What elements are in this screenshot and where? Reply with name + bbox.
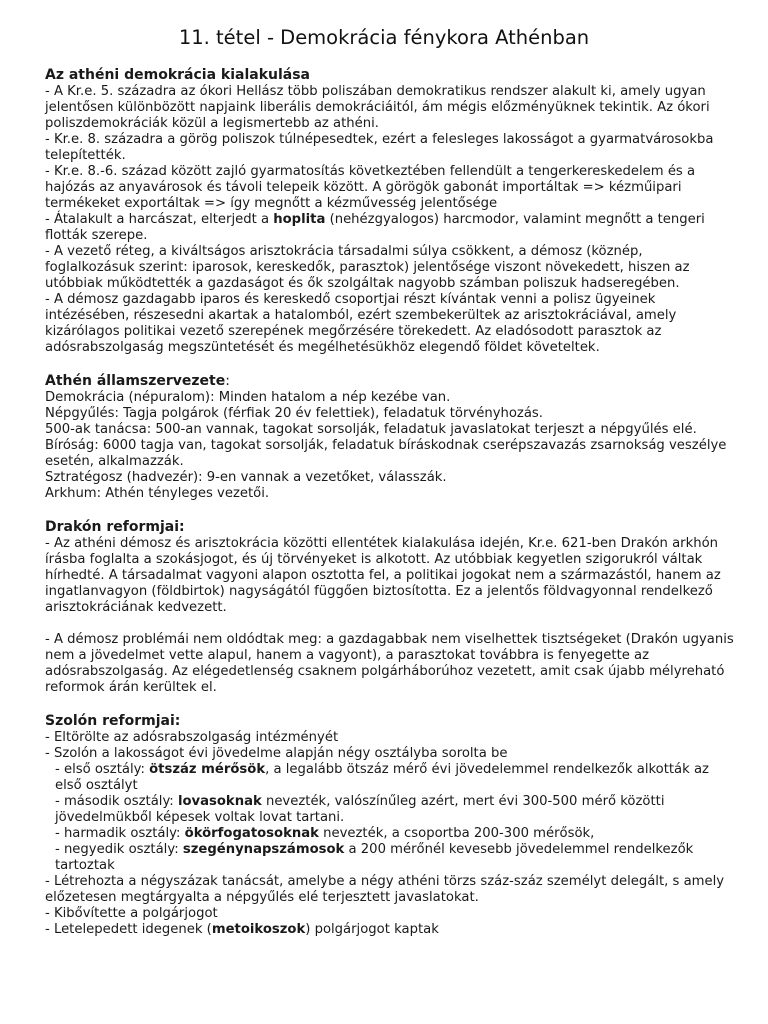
paragraph: - Az athéni démosz és arisztokrácia közötti ellentétek kialakulása idején, Kr.e. 621-ben Drakón arkhón írásba foglalta a szokásjogot, és új törvényeket is alkotott. Az utóbbiak kegyetlen szigorukról váltak hírhedté. A társadalmat vagyoni alapon osztotta fel, a politikai jogokat nem a származástól, hanem az ingatlanvagyon (földbirtok) nagyságától függően biztosította. Ez a jelentős földvagyonnal rendelkező arisztokráciának kedvezett. xyxy=(45,536,721,615)
paragraph: - A Kr.e. 5. századra az ókori Hellász több poliszában demokratikus rendszer alakult ki, amely ugyan jelentősen különbözött napjaink liberális demokráciáitól, ám mégis előzményüknek tekintik. Az ókori poliszdemokráciák közül a legismertebb az athéni. xyxy=(45,84,710,131)
list-item: Sztratégosz (hadvezér): 9-en vannak a vezetőket, válasszák. xyxy=(45,470,447,485)
section-heading-drakon-reforms: Drakón reformjai: xyxy=(45,519,185,535)
class-item: - második osztály: lovasoknak nevezték, valószínűleg azért, mert évi 300-500 mérő közötti jövedelmükből képesek voltak lovat tartani. xyxy=(55,794,665,825)
text-run: (nehézgyalogos) harcmodor, valamint megnőtt a tengeri flották szerepe. xyxy=(45,212,705,243)
section-heading-state-organization: Athén államszervezete: xyxy=(45,373,230,389)
document-body xyxy=(45,67,735,938)
list-item: Arkhum: Athén tényleges vezetői. xyxy=(45,486,270,501)
list-item: - Létrehozta a négyszázak tanácsát, amelybe a négy athéni törzs száz-száz személyt delegált, s amely előzetesen megtárgyalta a népgyűlés elé terjesztett javaslatokat. xyxy=(45,874,725,905)
class-item: - negyedik osztály: szegénynapszámosok a 200 mérőnél kevesebb jövedelemmel rendelkezők tartoztak xyxy=(55,842,694,873)
paragraph: - Kr.e. 8. századra a görög poliszok túlnépesedtek, ezért a felesleges lakosságot a gyarmatvárosokba telepítették. xyxy=(45,132,714,163)
list-item: Népgyűlés: Tagja polgárok (férfiak 20 év felettiek), feladatuk törvényhozás. xyxy=(45,406,543,421)
section-heading-solon-reforms: Szolón reformjai: xyxy=(45,713,181,729)
spacer xyxy=(45,616,735,632)
term-okorfogatosok: ökörfogatosoknak xyxy=(184,826,319,841)
paragraph: - Kr.e. 8.-6. század között zajló gyarmatosítás következtében fellendült a tengerkereskedelem és a hajózás az anyavárosok és távoli telepeik között. A görögök gabonát importáltak => kézműipari termékeket exportáltak => így megnőtt a kézművesség jelentősége xyxy=(45,164,696,211)
page-title: 11. tétel - Demokrácia fénykora Athénban xyxy=(178,26,590,49)
paragraph: - A démosz problémái nem oldódtak meg: a gazdagabbak nem viselhettek tisztségeket (Drakón ugyanis nem a jövedelmet vette alapul, hanem a vagyont), a parasztokat továbbra is fenyegette az adósrabszolgaság. Az elégedetlenség csaknem polgárháborúhoz vezetett, amit csak újabb mélyreható reformok árán kerültek el. xyxy=(45,632,734,695)
paragraph xyxy=(45,212,735,244)
spacer xyxy=(45,696,735,713)
list-item: - Szolón a lakosságot évi jövedelme alapján négy osztályba sorolta be xyxy=(45,746,508,761)
term-szegenynapszamosok: szegénynapszámosok xyxy=(182,842,345,857)
list-item: Bíróság: 6000 tagja van, tagokat sorsolják, feladatuk bíráskodnak cserépszavazás zsarnokság veszélye esetén, alkalmazzák. xyxy=(45,438,727,469)
term-hoplita: hoplita xyxy=(273,212,326,227)
list-item: - Kibővítette a polgárjogot xyxy=(45,906,218,921)
section-heading-athenian-democracy: Az athéni demokrácia kialakulása xyxy=(45,67,311,83)
list-item: 500-ak tanácsa: 500-an vannak, tagokat sorsolják, feladatuk javaslatokat terjeszt a népgyűlés elé. xyxy=(45,422,697,437)
text-run: - Átalakult a harcászat, elterjedt a xyxy=(45,212,274,227)
class-item: - harmadik osztály: ökörfogatosoknak nevezték, a csoportba 200-300 mérősök, xyxy=(55,826,595,841)
list-item: Demokrácia (népuralom): Minden hatalom a nép kezébe van. xyxy=(45,390,451,405)
spacer xyxy=(45,356,735,373)
list-item: - Eltörölte az adósrabszolgaság intézményét xyxy=(45,730,339,745)
term-metoikoszok: metoikoszok xyxy=(211,922,306,937)
paragraph: - A vezető réteg, a kiváltságos arisztokrácia társadalmi súlya csökkent, a démosz (köznép, foglalkozásuk szerint: iparosok, kereskedők, parasztok) jelentősége viszont növekedett, hiszen az utóbbiak működtették a gazdaságot és ők szolgáltak nagyobb számban poliszuk hadseregében. xyxy=(45,244,690,291)
term-otszaz-merosok: ötszáz mérősök xyxy=(149,762,266,777)
paragraph: - A démosz gazdagabb iparos és kereskedő csoportjai részt kívántak venni a polisz ügyeinek intézésében, részesedni akartak a hatalomból, ezért szembekerültek az arisztokráciával, amely kizárólagos politikai vezető szerepének megőrzésére törekedett. Az eladósodott parasztok az adósrabszolgaság megszüntetését és megélhetésükhöz elegendő földet követeltek. xyxy=(45,292,677,355)
class-item: - első osztály: ötszáz mérősök, a legalább ötszáz mérő évi jövedelemmel rendelkezők alkották az első osztályt xyxy=(55,762,709,793)
list-item: - Letelepedett idegenek (metoikoszok) polgárjogot kaptak xyxy=(45,922,439,937)
spacer xyxy=(45,502,735,519)
term-lovasok: lovasoknak xyxy=(177,794,262,809)
